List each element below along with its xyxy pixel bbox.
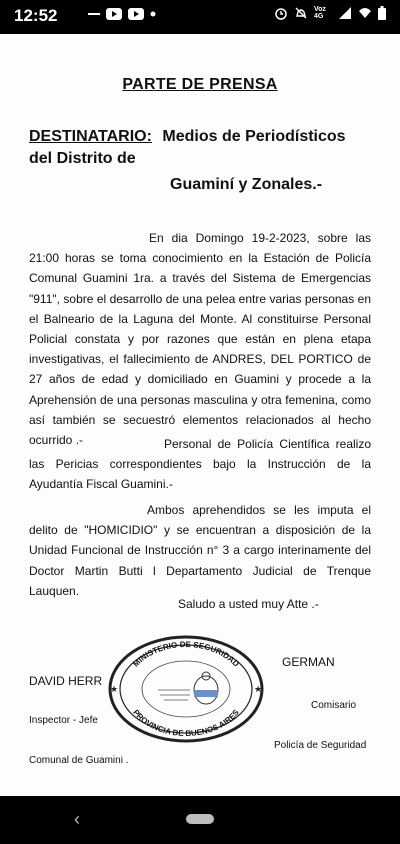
document-title: PARTE DE PRENSA — [122, 76, 278, 93]
recipient-line-1 — [29, 128, 346, 146]
seal-top-text: MINISTERIO DE SEGURIDAD — [131, 639, 241, 669]
recipient-text-1: Medios de Periodísticos — [162, 128, 346, 145]
youtube-icon — [106, 8, 122, 20]
recipient-label: DESTINATARIO: — [29, 128, 152, 145]
recipient-line-3: Guaminí y Zonales.- — [170, 176, 323, 193]
navigation-bar — [0, 796, 400, 844]
signal-icon — [338, 6, 352, 20]
signatory-left-name: DAVID HERR — [29, 674, 103, 688]
alarm-icon — [274, 6, 288, 20]
notification-icons — [88, 8, 156, 20]
seal-bottom-text: PROVINCIA DE BUENOS AIRES — [131, 707, 241, 739]
dash-icon — [88, 9, 100, 19]
network-badge: Voz 4G — [314, 6, 326, 20]
seal-star-left-icon: ★ — [110, 684, 119, 694]
signatory-right-office: Policía de Seguridad — [274, 740, 367, 751]
home-pill-icon[interactable] — [186, 814, 214, 824]
argentina-coat-of-arms-icon — [194, 672, 218, 704]
paragraph-forensics: Personal de Policía Científica realizo las Pericias correspondientes bajo la Instrucción de la Ayudantía Fiscal Guamini.- — [29, 437, 371, 492]
battery-icon — [378, 6, 386, 20]
seal-star-right-icon: ★ — [254, 684, 263, 694]
youtube-icon — [128, 8, 144, 20]
paragraph-incident: En dia Domingo 19-2-2023, sobre las 21:00 horas se toma conocimiento en la Estación de Policía Comunal Guamini 1ra. a través del Sistema de Emergencias "911", sobre el desarrollo de una pelea entre varias personas en el Balneario de la Laguna del Monte. Al constituirse Personal Policial constata y por razones que están en plena etapa investigativas, el fallecimiento de ANDRES, DEL PORTICO de 27 años de edad y domiciliado en Guamini y procede a la Aprehensión de una personas masculina y otra femenina, como así también se secuestró elementos relacionados al hecho ocurrido .- — [29, 231, 371, 448]
signatory-right-rank: Comisario — [311, 700, 357, 711]
police-seal — [106, 634, 266, 744]
wifi-icon — [358, 6, 372, 20]
closing-greeting: Saludo a usted muy Atte .- — [178, 597, 319, 611]
recipient-line-2: del Distrito de — [29, 150, 136, 167]
signatory-left-office: Comunal de Guamini . — [29, 755, 129, 766]
system-icons — [274, 6, 386, 20]
dot-icon — [150, 11, 156, 17]
mute-icon — [294, 6, 308, 20]
back-icon[interactable]: ‹ — [74, 809, 80, 829]
clock: 12:52 — [14, 6, 58, 25]
seal-inner-lines — [158, 690, 190, 700]
paragraph-charges: Ambos aprehendidos se les imputa el delito de "HOMICIDIO" y se encuentran a disposición de la Unidad Funcional de Instrucción n° 3 a cargo interinamente del Doctor Martin Butti l Departamento Judicial de Trenque Lauquen. — [29, 503, 371, 598]
signatory-right-name: GERMAN — [282, 655, 335, 669]
press-release-document — [0, 34, 400, 796]
status-bar — [0, 0, 400, 34]
signatory-left-rank: Inspector - Jefe — [29, 715, 98, 726]
